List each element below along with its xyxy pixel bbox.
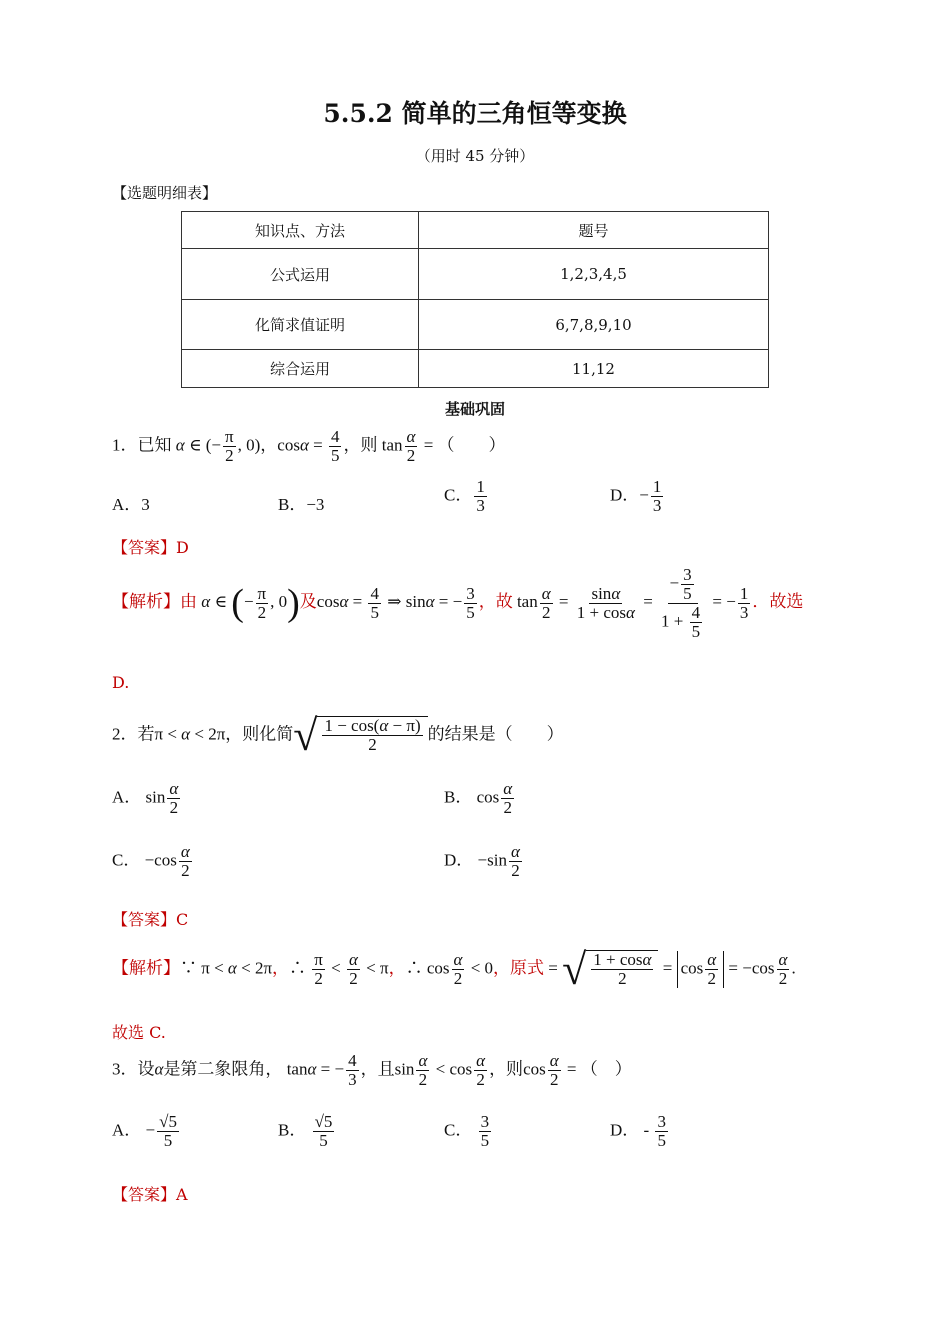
q3-answer: 【答案】A (112, 1185, 188, 1204)
table-header-row (182, 212, 769, 249)
table-row (182, 300, 769, 350)
table-row (182, 350, 769, 388)
q3-option-a[interactable]: A． − $\frac{√5}{5}$ (112, 1112, 177, 1150)
table-cell: 化简求值证明 (182, 300, 419, 350)
column-header: 题号 (419, 212, 769, 249)
q1-answer: 【答案】D (112, 538, 189, 557)
q1-option-d[interactable]: D．− $\frac{1}{3}$ (610, 477, 662, 515)
table-cell: 6,7,8,9,10 (419, 300, 769, 350)
question-2-stem: 2．若π < α < 2π，则化简√ $\frac{1 - \cos(\alpha - \pi)}{2}$ 的结果是（ ） (112, 711, 564, 760)
page-title: 5.5.2 简单的三角恒等变换 (323, 99, 627, 128)
q2-option-a[interactable]: A． sin $\frac{\alpha}{2}$ (112, 779, 179, 817)
q2-analysis: 【解析】∵ π < α < 2π，∴ $\frac{\pi}{2}$ < $\frac{\alpha}{2}$ < π，∴ cos $\frac{\alpha}{2}$ < 0，原式 = √ $\frac{1 + \cos\alpha}{2}$ = cos $\frac{\alpha}{2}$ = −cos $\frac{\alpha}{2}$ . (112, 945, 796, 994)
q2-answer: 【答案】C (112, 910, 189, 929)
q1-analysis: 【解析】由 α ∈ (− $\frac{\pi}{2}$ , 0)及cosα = $\frac{4}{5}$ ⇒ sinα = − $\frac{3}{5}$ ，故 tan $\frac{\alpha}{2}$ = $\frac{\sin\alpha}{1 + \cos\alpha}$ = − $\frac{3}{5}$ 1 + $\frac{4}{5}$ = − $\frac{1}{3}$ ．故选 (112, 565, 804, 641)
table-cell: 11,12 (419, 350, 769, 388)
question-3-stem: 3．设α是第二象限角， tanα = − $\frac{4}{3}$ ，且sin $\frac{\alpha}{2}$ < cos $\frac{\alpha}{2}$ ，则cos $\frac{\alpha}{2}$ = （ ） (112, 1051, 632, 1089)
q3-option-b[interactable]: B． $\frac{√5}{5}$ (278, 1112, 333, 1150)
question-1-stem: 1．已知 α ∈ (− $\frac{\pi}{2}$ , 0)，cosα = $\frac{4}{5}$ ，则 tan $\frac{\alpha}{2}$ = （ ） (112, 427, 506, 465)
q2-option-b[interactable]: B． cos $\frac{\alpha}{2}$ (444, 779, 513, 817)
time-limit: （用时 45 分钟） (415, 147, 535, 165)
q2-option-d[interactable]: D． −sin $\frac{\alpha}{2}$ (444, 842, 520, 880)
q3-option-d[interactable]: D． - $\frac{3}{5}$ (610, 1112, 666, 1150)
q3-option-c[interactable]: C． $\frac{3}{5}$ (444, 1112, 490, 1150)
q2-analysis-end: 故选 C. (112, 1023, 166, 1042)
section-title: 基础巩固 (444, 400, 505, 418)
q1-analysis-end: D. (112, 673, 130, 692)
q2-option-c[interactable]: C． −cos $\frac{\alpha}{2}$ (112, 842, 190, 880)
table-cell: 综合运用 (182, 350, 419, 388)
q1-option-c[interactable]: C． $\frac{1}{3}$ (444, 477, 485, 515)
table-cell: 1,2,3,4,5 (419, 249, 769, 300)
topic-table (181, 211, 769, 388)
table-row (182, 249, 769, 300)
q1-option-b[interactable]: B．−3 (278, 495, 325, 514)
table-caption: 【选题明细表】 (112, 184, 218, 202)
q1-option-a[interactable]: A．3 (112, 495, 150, 514)
table-cell: 公式运用 (182, 249, 419, 300)
column-header: 知识点、方法 (182, 212, 419, 249)
